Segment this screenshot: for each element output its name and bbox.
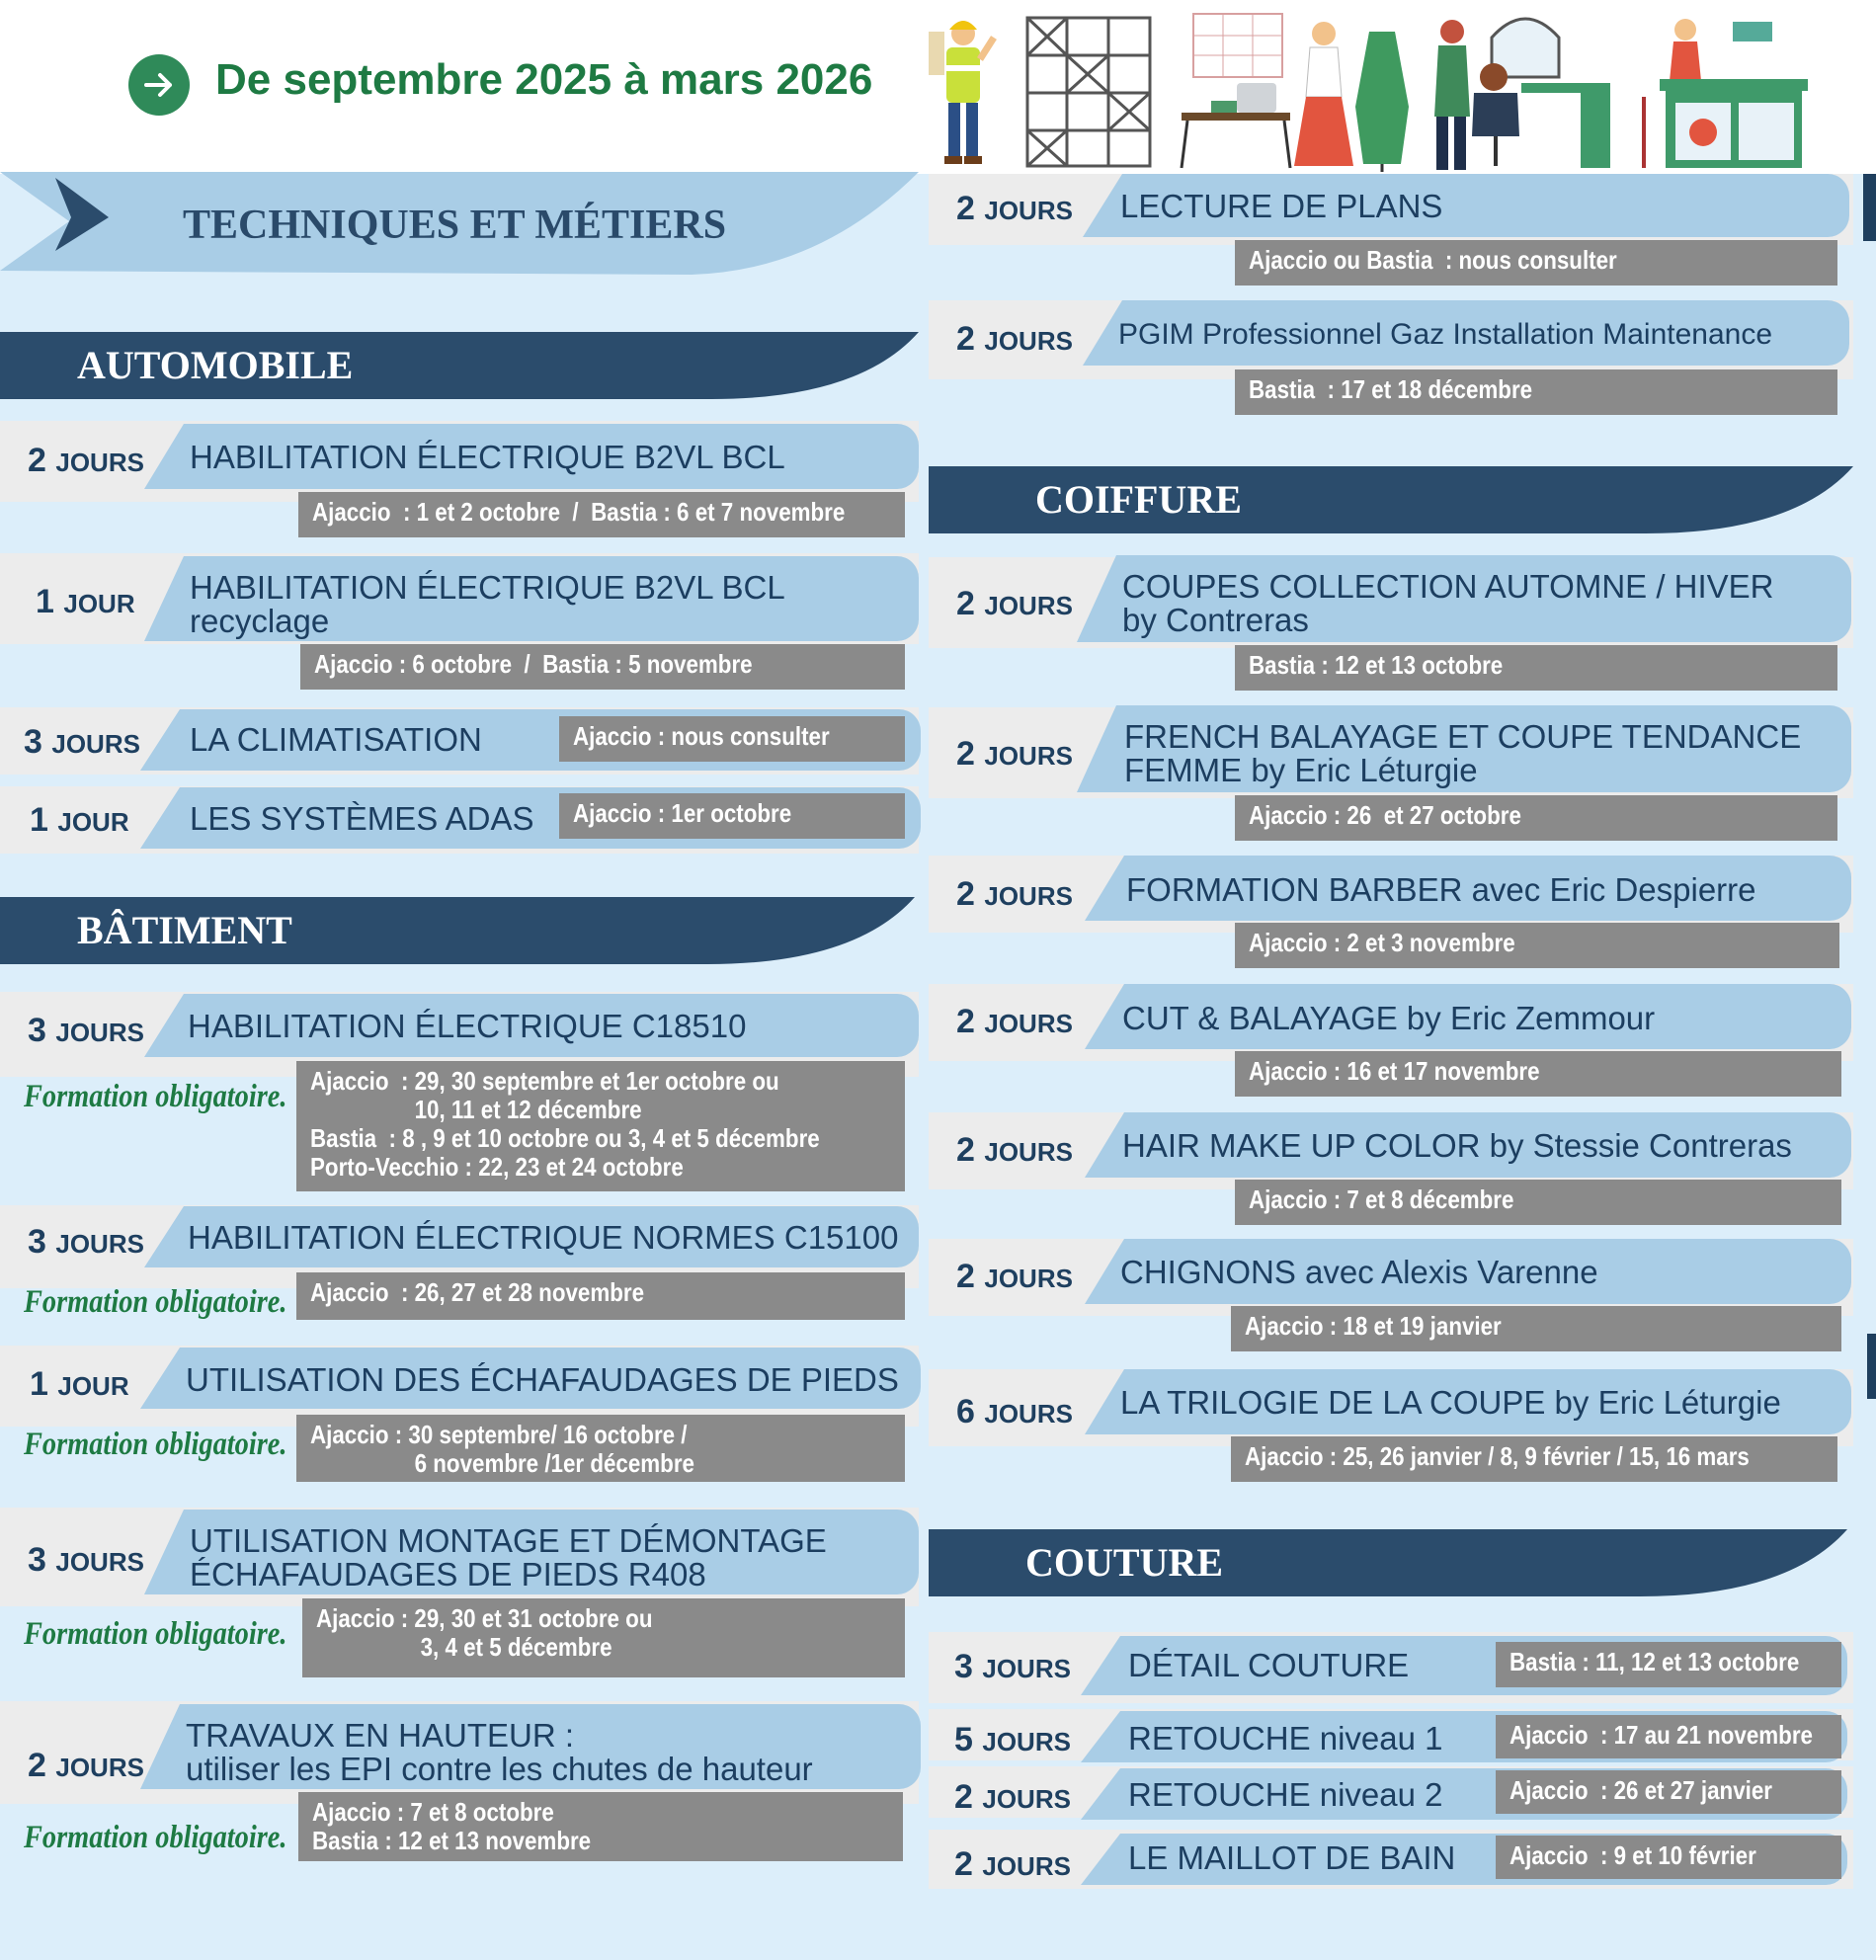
batiment-title: BÂTIMENT	[77, 908, 292, 952]
course-dates: Ajaccio : 26, 27 et 28 novembre	[296, 1272, 905, 1320]
duration: 3 JOURS	[28, 1541, 144, 1579]
course-dates: Ajaccio : 1er octobre	[559, 793, 905, 839]
course-dates: Ajaccio : 26 et 27 janvier	[1496, 1770, 1841, 1814]
course-title: LA CLIMATISATION	[190, 721, 482, 758]
duration: 2 JOURS	[956, 190, 1073, 227]
course-dates: Ajaccio : 7 et 8 décembre	[1235, 1180, 1841, 1225]
duration: 3 JOURS	[24, 723, 140, 761]
course-title: LE MAILLOT DE BAIN	[1128, 1839, 1456, 1876]
course-subtitle: recyclage	[190, 603, 330, 639]
course-dates: Ajaccio : 2 et 3 novembre	[1235, 923, 1839, 968]
kitchen-icon	[1644, 19, 1808, 168]
course-title: CUT & BALAYAGE by Eric Zemmour	[1122, 1000, 1656, 1036]
course-subtitle: by Contreras	[1122, 602, 1309, 638]
course-dates: Bastia : 17 et 18 décembre	[1235, 369, 1837, 415]
obligatory-note: Formation obligatoire.	[24, 1284, 287, 1320]
course-title: LA TRILOGIE DE LA COUPE by Eric Léturgie	[1120, 1384, 1781, 1421]
coiffure-title: COIFFURE	[1035, 477, 1242, 522]
sewing-workshop-icon	[1182, 14, 1409, 172]
duration: 2 JOURS	[954, 1778, 1071, 1816]
duration: 5 JOURS	[954, 1721, 1071, 1758]
duration: 2 JOURS	[956, 1258, 1073, 1295]
course-title: HABILITATION ÉLECTRIQUE NORMES C15100	[188, 1219, 899, 1256]
main-title: TECHNIQUES ET MÉTIERS	[183, 203, 727, 248]
arrow-right-icon	[128, 54, 190, 116]
obligatory-note: Formation obligatoire.	[24, 1616, 287, 1652]
course-dates: Ajaccio : 1 et 2 octobre / Bastia : 6 et 7 novembre	[298, 492, 905, 537]
header-illustrations	[929, 8, 1847, 172]
duration: 2 JOURS	[956, 735, 1073, 773]
course-dates: Ajaccio : 16 et 17 novembre	[1235, 1051, 1841, 1097]
course-title: HAIR MAKE UP COLOR by Stessie Contreras	[1122, 1127, 1792, 1164]
duration: 2 JOURS	[956, 875, 1073, 913]
course-title: COUPES COLLECTION AUTOMNE / HIVER	[1122, 568, 1774, 605]
course-dates: Ajaccio : 25, 26 janvier / 8, 9 février / 15, 16 mars	[1231, 1436, 1837, 1482]
course-dates: Bastia : 11, 12 et 13 octobre	[1496, 1642, 1841, 1687]
course-dates: Ajaccio : 30 septembre/ 16 octobre / 6 novembre /1er décembre	[296, 1415, 905, 1482]
course-dates: Ajaccio : 29, 30 septembre et 1er octobre ou 10, 11 et 12 décembre Bastia : 8 , 9 et 10 octobre ou 3, 4 et 5 décembre Porto-Vecchio : 22, 23 et 24 octobre	[296, 1061, 905, 1191]
date-range: De septembre 2025 à mars 2026	[215, 55, 873, 104]
course-subtitle: FEMME by Eric Léturgie	[1124, 752, 1478, 788]
scaffolding-icon	[1027, 18, 1150, 166]
obligatory-note: Formation obligatoire.	[24, 1427, 287, 1462]
duration: 2 JOURS	[28, 1747, 144, 1784]
course-title: PGIM Professionnel Gaz Installation Maintenance	[1118, 318, 1773, 351]
course-title: DÉTAIL COUTURE	[1128, 1647, 1410, 1683]
course-title: UTILISATION MONTAGE ET DÉMONTAGE	[190, 1522, 827, 1559]
course-dates: Ajaccio : 6 octobre / Bastia : 5 novembre	[300, 644, 905, 690]
automobile-title: AUTOMOBILE	[77, 343, 354, 387]
duration: 2 JOURS	[28, 442, 144, 479]
course-dates: Ajaccio : 29, 30 et 31 octobre ou 3, 4 et 5 décembre	[302, 1598, 905, 1677]
course-dates: Ajaccio : 26 et 27 octobre	[1235, 795, 1837, 841]
course-title: RETOUCHE niveau 1	[1128, 1720, 1443, 1756]
course-dates: Bastia : 12 et 13 octobre	[1235, 645, 1837, 691]
course-title: FRENCH BALAYAGE ET COUPE TENDANCE	[1124, 718, 1802, 755]
course-dates: Ajaccio : nous consulter	[559, 716, 905, 762]
worker-icon	[929, 21, 994, 164]
course-title: CHIGNONS avec Alexis Varenne	[1120, 1254, 1598, 1290]
obligatory-note: Formation obligatoire.	[24, 1820, 287, 1855]
duration: 3 JOURS	[954, 1648, 1071, 1685]
course-subtitle: ÉCHAFAUDAGES DE PIEDS R408	[190, 1556, 706, 1592]
duration: 1 JOUR	[36, 583, 135, 620]
duration: 1 JOUR	[30, 801, 129, 839]
course-title: LES SYSTÈMES ADAS	[190, 800, 534, 837]
edge-marker	[1863, 174, 1876, 241]
course-dates: Ajaccio : 7 et 8 octobre Bastia : 12 et 13 novembre	[298, 1792, 903, 1861]
course-dates: Ajaccio : 9 et 10 février	[1496, 1836, 1841, 1879]
edge-marker	[1867, 1334, 1876, 1399]
course-title: FORMATION BARBER avec Eric Despierre	[1126, 871, 1756, 908]
duration: 2 JOURS	[956, 1003, 1073, 1040]
course-title: RETOUCHE niveau 2	[1128, 1776, 1443, 1813]
obligatory-note: Formation obligatoire.	[24, 1079, 287, 1114]
hair-salon-icon	[1434, 19, 1610, 170]
couture-title: COUTURE	[1025, 1540, 1224, 1585]
duration: 2 JOURS	[956, 585, 1073, 622]
course-title: HABILITATION ÉLECTRIQUE B2VL BCL	[190, 439, 785, 475]
duration: 1 JOUR	[30, 1365, 129, 1403]
course-dates: Ajaccio : 18 et 19 janvier	[1231, 1306, 1841, 1351]
course-dates: Ajaccio : 17 au 21 novembre	[1496, 1715, 1841, 1758]
duration: 2 JOURS	[956, 1131, 1073, 1169]
course-title: UTILISATION DES ÉCHAFAUDAGES DE PIEDS	[186, 1361, 899, 1398]
course-subtitle: utiliser les EPI contre les chutes de hauteur	[186, 1751, 813, 1787]
duration: 3 JOURS	[28, 1012, 144, 1049]
duration: 3 JOURS	[28, 1223, 144, 1261]
duration: 6 JOURS	[956, 1393, 1073, 1430]
course-title: LECTURE DE PLANS	[1120, 188, 1443, 224]
course-title: HABILITATION ÉLECTRIQUE C18510	[188, 1008, 747, 1044]
duration: 2 JOURS	[956, 320, 1073, 358]
duration: 2 JOURS	[954, 1845, 1071, 1883]
course-dates: Ajaccio ou Bastia : nous consulter	[1235, 240, 1837, 286]
course-title: TRAVAUX EN HAUTEUR :	[186, 1717, 574, 1754]
course-title: HABILITATION ÉLECTRIQUE B2VL BCL	[190, 569, 785, 606]
